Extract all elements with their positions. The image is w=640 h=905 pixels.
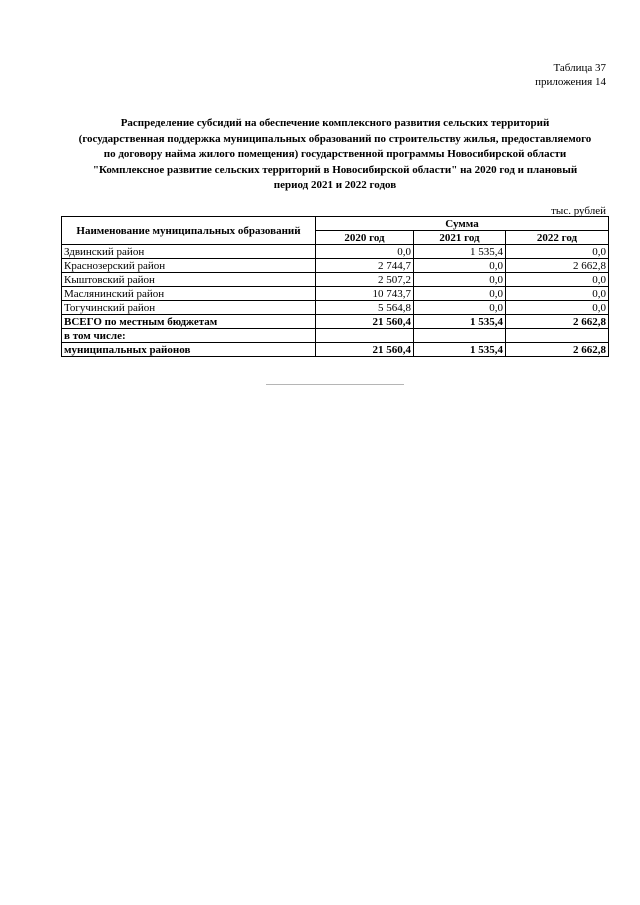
empty-cell	[316, 329, 414, 343]
district-name: Здвинский район	[62, 245, 316, 259]
total-2022: 2 662,8	[506, 315, 609, 329]
municipal-label: муниципальных районов	[62, 343, 316, 357]
total-row	[62, 315, 609, 329]
total-2020: 21 560,4	[316, 315, 414, 329]
column-header-2021: 2021 год	[414, 231, 506, 245]
total-2021: 1 535,4	[414, 315, 506, 329]
district-name: Кыштовский район	[62, 273, 316, 287]
district-name: Краснозерский район	[62, 259, 316, 273]
column-header-name: Наименование муниципальных образований	[62, 217, 316, 245]
title-line: "Комплексное развитие сельских территорий в Новосибирской области" на 2020 год и плановый	[92, 163, 578, 176]
amount-2020: 5 564,8	[316, 301, 414, 315]
amount-2020: 2 744,7	[316, 259, 414, 273]
amount-2020: 0,0	[316, 245, 414, 259]
amount-2021: 0,0	[414, 259, 506, 273]
including-label: в том числе:	[62, 329, 316, 343]
empty-cell	[414, 329, 506, 343]
amount-2022: 2 662,8	[506, 259, 609, 273]
table-row	[62, 245, 609, 259]
district-name: Тогучинский район	[62, 301, 316, 315]
table-row	[62, 301, 609, 315]
title-line: период 2021 и 2022 годов	[273, 179, 397, 191]
table-row	[62, 259, 609, 273]
title-line: (государственная поддержка муниципальных образований по строительству жилья, предоставляемого	[78, 132, 592, 145]
table-number: Таблица 37	[553, 62, 606, 74]
amount-2022: 0,0	[506, 245, 609, 259]
amount-2021: 0,0	[414, 273, 506, 287]
district-name: Маслянинский район	[62, 287, 316, 301]
title-line: Распределение субсидий на обеспечение комплексного развития сельских территорий	[120, 117, 550, 129]
subsidy-table	[61, 216, 609, 357]
separator-line	[266, 384, 404, 385]
units-label: тыс. рублей	[551, 205, 606, 217]
amount-2020: 2 507,2	[316, 273, 414, 287]
appendix-number: приложения 14	[535, 76, 606, 88]
municipal-2022: 2 662,8	[506, 343, 609, 357]
municipal-2020: 21 560,4	[316, 343, 414, 357]
column-header-2020: 2020 год	[316, 231, 414, 245]
document-title	[60, 116, 610, 194]
amount-2020: 10 743,7	[316, 287, 414, 301]
amount-2021: 0,0	[414, 301, 506, 315]
municipal-2021: 1 535,4	[414, 343, 506, 357]
empty-cell	[506, 329, 609, 343]
column-group-sum: Сумма	[316, 217, 609, 231]
amount-2021: 0,0	[414, 287, 506, 301]
title-line: по договору найма жилого помещения) государственной программы Новосибирской области	[103, 148, 567, 160]
amount-2022: 0,0	[506, 273, 609, 287]
total-label: ВСЕГО по местным бюджетам	[62, 315, 316, 329]
table-header-row	[62, 217, 609, 231]
including-row	[62, 329, 609, 343]
table-reference	[535, 61, 606, 89]
table-row	[62, 287, 609, 301]
municipal-row	[62, 343, 609, 357]
column-header-2022: 2022 год	[506, 231, 609, 245]
amount-2022: 0,0	[506, 287, 609, 301]
amount-2022: 0,0	[506, 301, 609, 315]
table-row	[62, 273, 609, 287]
amount-2021: 1 535,4	[414, 245, 506, 259]
